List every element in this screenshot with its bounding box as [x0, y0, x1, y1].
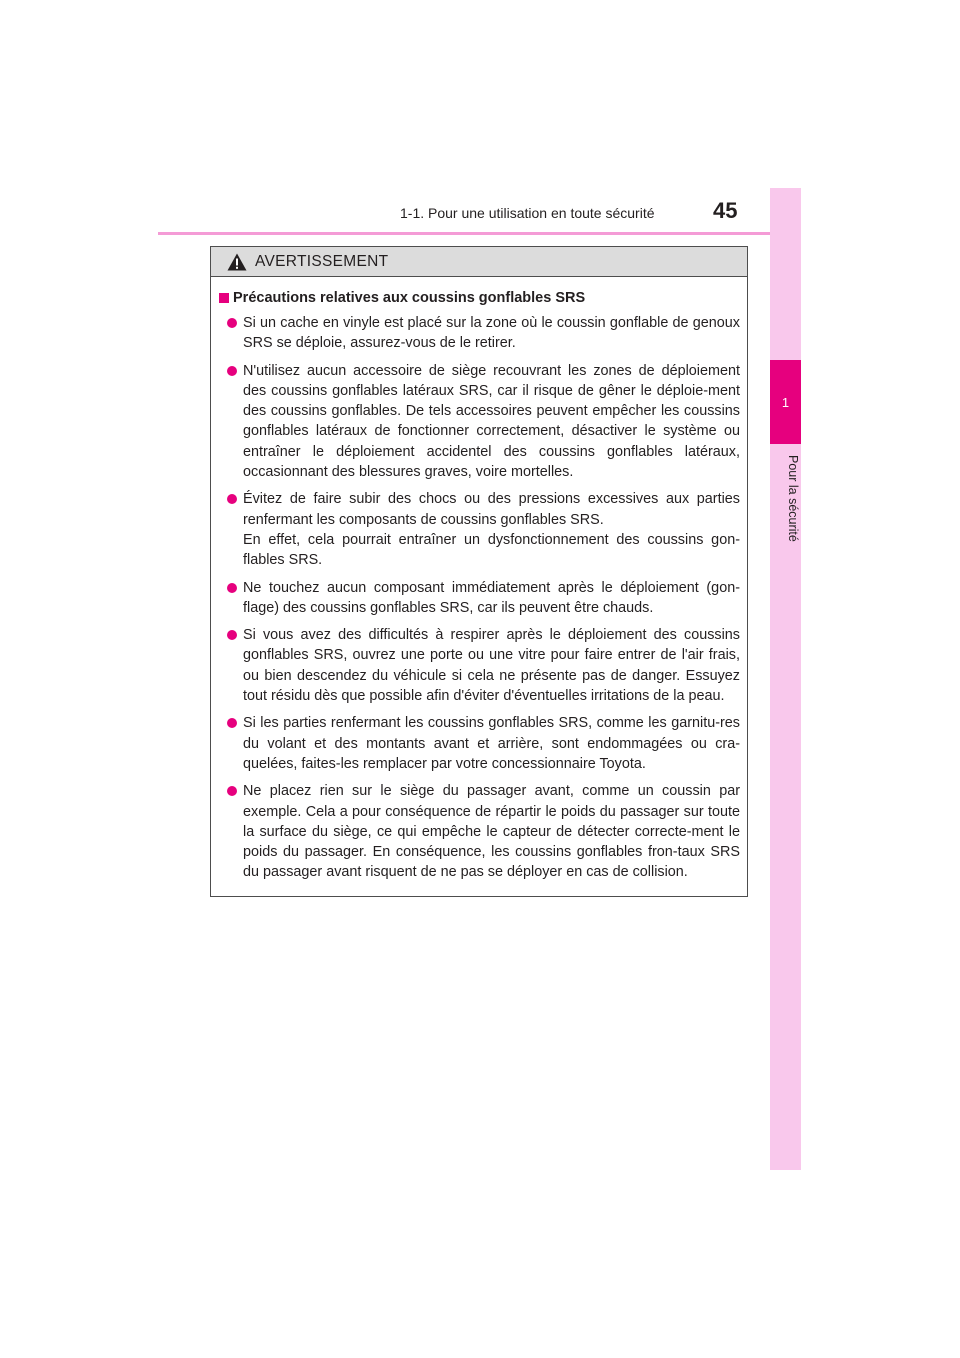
square-marker-icon	[219, 293, 229, 303]
list-item	[219, 489, 740, 570]
bullet-dot-icon	[227, 583, 237, 593]
bullet-dot-icon	[227, 494, 237, 504]
section-heading	[219, 290, 740, 306]
list-item	[219, 781, 740, 882]
list-item-text: N'utilisez aucun accessoire de siège recouvrant les zones de déploiement des coussins gonflables latéraux SRS, car il risque de gêner le déploie-ment des coussins gonflables. De tels accessoires peuvent empêcher les coussins gonflables latéraux de fonctionner correctement, désactiver le système ou entraîner le déploiement accidentel des coussins gonflables latéraux, occasionnant des blessures graves, voire mortelles.	[243, 362, 740, 481]
list-item	[219, 361, 740, 483]
warning-content	[211, 277, 747, 883]
warning-header	[211, 247, 747, 277]
chapter-label: Pour la sécurité	[786, 455, 800, 542]
bullet-dot-icon	[227, 630, 237, 640]
header-divider	[158, 232, 800, 235]
warning-box	[210, 246, 748, 897]
chapter-side-tab	[770, 188, 801, 1170]
section-title: 1-1. Pour une utilisation en toute sécurité	[400, 205, 655, 221]
page-number: 45	[713, 198, 738, 223]
list-item	[219, 578, 740, 619]
list-item-text: Si un cache en vinyle est placé sur la zone où le coussin gonflable de genoux SRS se déploie, assurez-vous de le retirer.	[243, 315, 740, 352]
list-item-text: Ne touchez aucun composant immédiatement après le déploiement (gon-flage) des coussins gonflables SRS, car ils peuvent être chauds.	[243, 579, 740, 616]
warning-title: AVERTISSEMENT	[255, 252, 389, 270]
chapter-number: 1	[781, 394, 790, 410]
warning-triangle-icon	[227, 253, 247, 271]
bullet-dot-icon	[227, 318, 237, 328]
list-item-text: Si vous avez des difficultés à respirer après le déploiement des coussins gonflables SRS, ouvrez une porte ou une vitre pour faire entrer de l'air frais, ou bien descendez du véhicule si cela ne présente pas de danger. Essuyez tout résidu dès que possible afin d'éviter d'éventuelles irritations de la peau.	[243, 627, 740, 705]
list-item	[219, 625, 740, 706]
bullet-dot-icon	[227, 366, 237, 376]
list-item-text: Évitez de faire subir des chocs ou des pressions excessives aux parties renfermant les composants de coussins gonflables SRS. En effet, cela pourrait entraîner un dysfonctionnement des coussins gon-flables SRS.	[243, 491, 740, 569]
list-item-text: Ne placez rien sur le siège du passager avant, comme un coussin par exemple. Cela a pour conséquence de répartir le poids du passager sur toute la surface du siège, ce qui empêche le capteur de détecter correcte-ment le poids du passager. En conséquence, les coussins gonflables fron-taux SRS du passager avant risquent de ne pas se déployer en cas de collision.	[243, 783, 740, 881]
list-item	[219, 313, 740, 354]
bullet-dot-icon	[227, 786, 237, 796]
list-item	[219, 713, 740, 774]
bullet-dot-icon	[227, 718, 237, 728]
chapter-tab-active	[770, 360, 801, 444]
list-item-text: Si les parties renfermant les coussins gonflables SRS, comme les garnitu-res du volant et des montants avant et arrière, sont endommagées ou cra-quelées, faites-les remplacer par votre concessionnaire Toyota.	[243, 715, 740, 772]
section-heading-text: Précautions relatives aux coussins gonflables SRS	[233, 290, 586, 306]
